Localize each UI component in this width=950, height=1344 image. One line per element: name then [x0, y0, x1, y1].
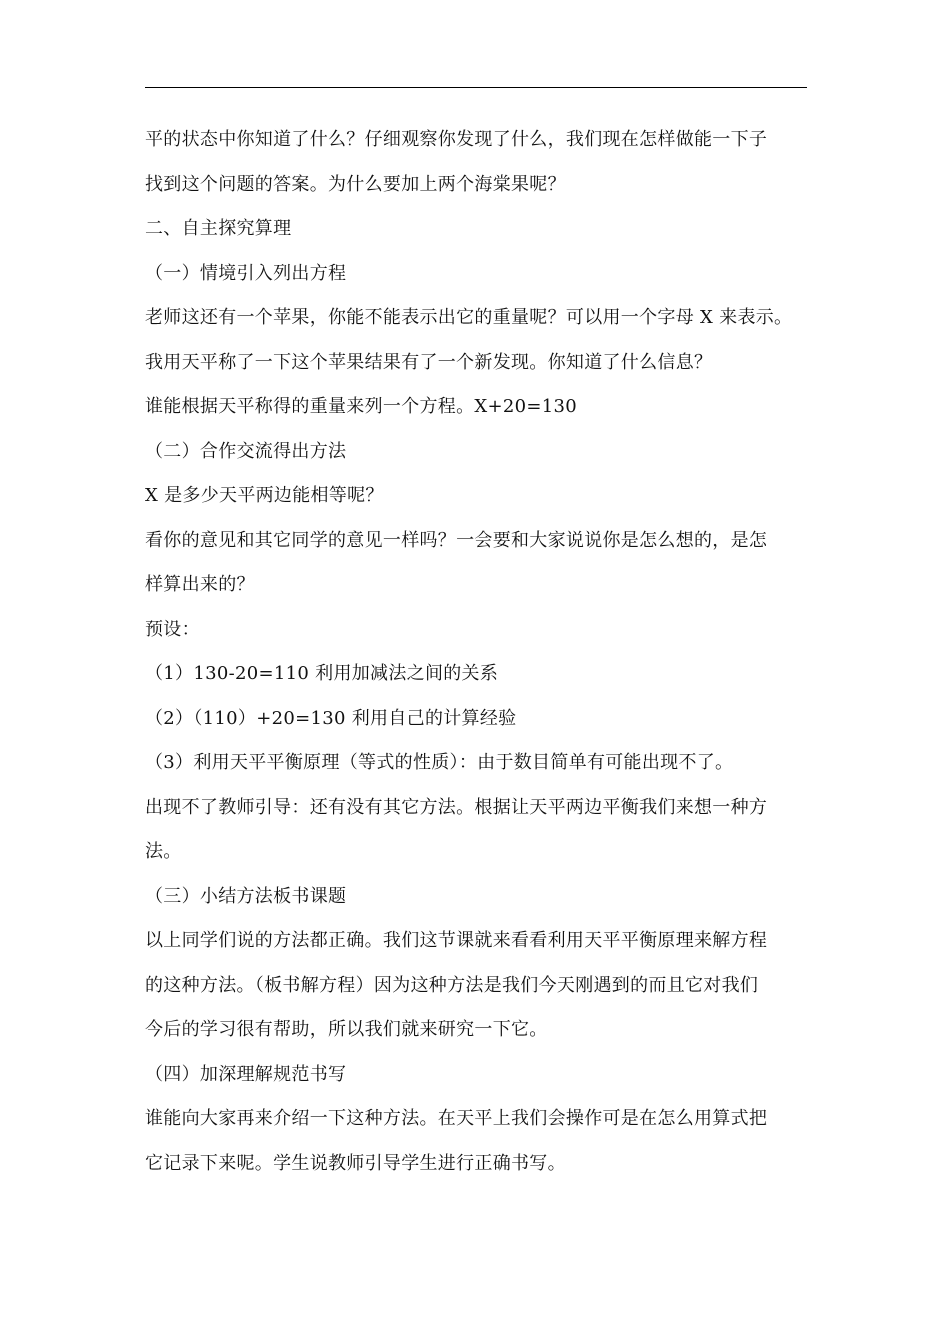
subsection-heading: （四）加深理解规范书写 — [145, 1063, 347, 1085]
list-item: （2）（110）+20=130 利用自己的计算经验 — [145, 707, 517, 729]
paragraph-line: 出现不了教师引导：还有没有其它方法。根据让天平两边平衡我们来想一种方 — [145, 796, 768, 818]
paragraph-line: 平的状态中你知道了什么？仔细观察你发现了什么，我们现在怎样做能一下子 — [145, 129, 768, 150]
paragraph-line: 法。 — [145, 841, 182, 862]
subsection-heading: （三）小结方法板书课题 — [145, 885, 347, 907]
paragraph-line: 今后的学习很有帮助，所以我们就来研究一下它。 — [145, 1019, 548, 1040]
paragraph-line: 预设： — [145, 618, 200, 640]
paragraph-line: X 是多少天平两边能相等呢？ — [145, 485, 384, 506]
paragraph-line: 谁能根据天平称得的重量来列一个方程。X+20=130 — [145, 396, 578, 417]
subsection-heading: （二）合作交流得出方法 — [145, 440, 347, 462]
document-body — [145, 118, 810, 1186]
paragraph-line: 它记录下来呢。学生说教师引导学生进行正确书写。 — [145, 1152, 566, 1174]
list-item: （3）利用天平平衡原理（等式的性质）：由于数目简单有可能出现不了。 — [145, 752, 734, 773]
paragraph-line: 的这种方法。（板书解方程）因为这种方法是我们今天刚遇到的而且它对我们 — [145, 974, 759, 996]
paragraph-line: 谁能向大家再来介绍一下这种方法。在天平上我们会操作可是在怎么用算式把 — [145, 1108, 768, 1129]
header-rule — [145, 87, 807, 88]
list-item: （1）130-20=110 利用加减法之间的关系 — [145, 663, 499, 684]
subsection-heading: （一）情境引入列出方程 — [145, 262, 347, 284]
paragraph-line: 我用天平称了一下这个苹果结果有了一个新发现。你知道了什么信息？ — [145, 351, 713, 373]
paragraph-line: 看你的意见和其它同学的意见一样吗？一会要和大家说说你是怎么想的，是怎 — [145, 529, 768, 551]
paragraph-line: 以上同学们说的方法都正确。我们这节课就来看看利用天平平衡原理来解方程 — [145, 930, 768, 951]
section-heading: 二、自主探究算理 — [145, 218, 292, 239]
paragraph-line: 样算出来的？ — [145, 574, 255, 595]
paragraph-line: 老师这还有一个苹果，你能不能表示出它的重量呢？可以用一个字母 X 来表示。 — [145, 307, 793, 328]
paragraph-line: 找到这个问题的答案。为什么要加上两个海棠果呢？ — [145, 173, 566, 195]
